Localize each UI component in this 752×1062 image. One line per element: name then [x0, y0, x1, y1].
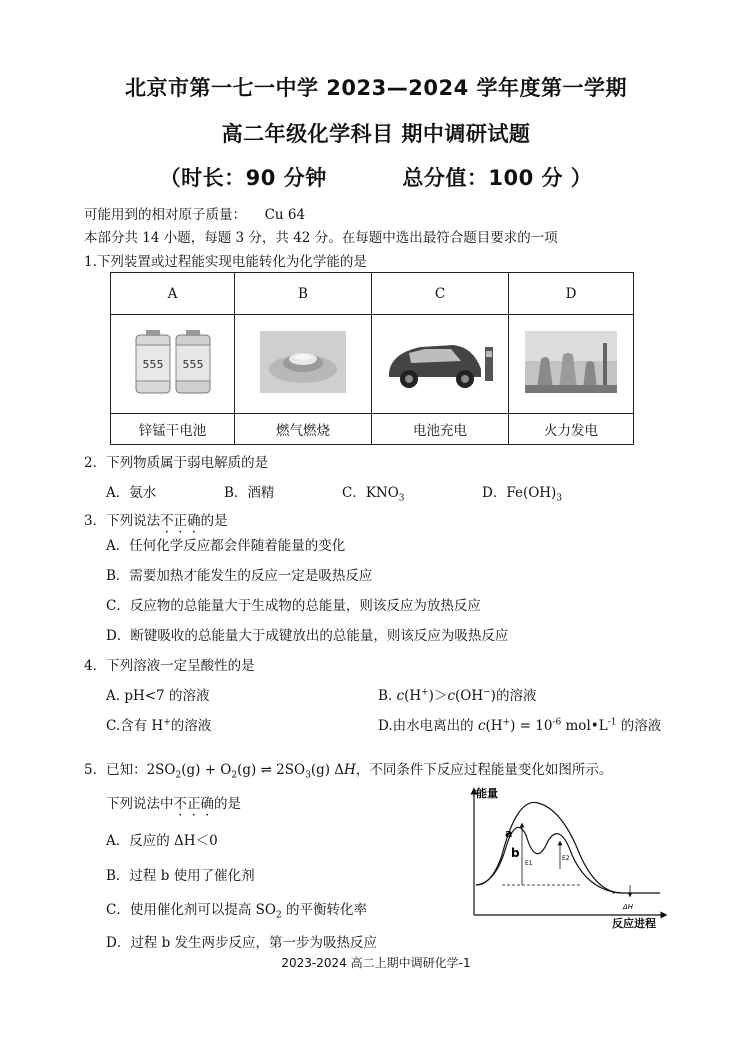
- q4-b-oh: (OH: [455, 688, 484, 704]
- q1-label-d: 火力发电: [509, 414, 634, 445]
- q4-d-plus: +: [502, 717, 511, 728]
- q4-b-h: (H: [404, 688, 422, 704]
- e1-label: E1: [525, 860, 533, 867]
- page-footer: 2023-2024 高二上期中调研化学-1: [281, 956, 471, 970]
- electric-car-image: [381, 329, 499, 395]
- q5-c-post: 的平衡转化率: [281, 902, 367, 918]
- q1-image-b: [235, 315, 372, 414]
- q5-option-c: [106, 898, 367, 921]
- q5-sub-3: 3: [305, 770, 311, 781]
- q5-sub-2: 2: [231, 770, 238, 781]
- q2-stem: 2．下列物质属于弱电解质的是: [84, 455, 269, 471]
- power-plant-image: [523, 329, 619, 395]
- q3-option-b: B．需要加热才能发生的反应一定是吸热反应: [106, 568, 373, 584]
- q3-emphasis-2: 正: [173, 513, 188, 529]
- y-axis-label: 能量: [476, 787, 498, 800]
- q1-label-c: 电池充电: [372, 414, 509, 445]
- q5-stem-4: (g) Δ: [310, 762, 345, 778]
- q2-c-sub: 3: [398, 493, 405, 504]
- q5-stem-2: (g) + O: [181, 762, 232, 778]
- q3-option-c: C．反应物的总能量大于生成物的总能量，则该反应为放热反应: [106, 598, 481, 614]
- q5-stem-5: ，不同条件下反应过程能量变化如图所示。: [355, 762, 613, 778]
- dry-battery-image: [128, 327, 218, 397]
- q5-line2-pre: 下列说法中: [106, 796, 174, 812]
- q4-d-uexp: -1: [607, 717, 617, 728]
- q3-stem: [84, 509, 228, 529]
- q4-b-post: )的溶液: [490, 688, 537, 704]
- q5-stem-3: (g) ⇌ 2SO: [237, 762, 306, 778]
- q3-stem-post: 的是: [200, 513, 228, 529]
- curve-b: [476, 827, 622, 893]
- battery-label-1: 555: [142, 358, 163, 371]
- curve-a: [476, 802, 660, 893]
- curve-b-label: b: [511, 846, 520, 860]
- duration: （时长：90 分钟: [159, 166, 327, 190]
- atomic-mass-label: 可能用到的相对原子质量：: [84, 207, 246, 223]
- q5-stem-h: H: [344, 762, 356, 778]
- q1-header-c: C: [372, 273, 509, 315]
- exam-title-line2: 高二年级化学科目 期中调研试题: [221, 122, 531, 146]
- q3-option-d: D．断键吸收的总能量大于成键放出的总能量，则该反应为吸热反应: [106, 628, 509, 644]
- q4-c-post: 的溶液: [170, 718, 212, 734]
- q4-option-b: [378, 684, 536, 704]
- q1-image-d: [509, 315, 634, 414]
- q4-d-exp: -6: [552, 717, 562, 728]
- q4-d-pre: D.由水电离出的: [378, 718, 478, 734]
- q1-header-d: D: [509, 273, 634, 315]
- q2-c-text: C．KNO: [342, 485, 399, 501]
- q4-b-mid: )＞: [428, 688, 448, 704]
- q2-option-b: B．酒精: [224, 485, 275, 501]
- q5-emphasis-2: 正: [187, 796, 201, 812]
- battery-label-2: 555: [182, 358, 203, 371]
- q4-b-c1: c: [396, 688, 405, 704]
- q1-header-b: B: [235, 273, 372, 315]
- q4-d-eq: ) = 10: [510, 718, 553, 734]
- curve-a-label: a: [505, 827, 513, 840]
- q5-c-pre: C．使用催化剂可以提高 SO: [106, 902, 276, 918]
- gas-burner-image: [258, 329, 348, 395]
- q4-b-c2: c: [447, 688, 456, 704]
- q5-stem-line2: [106, 792, 241, 812]
- q4-option-d: [378, 714, 661, 734]
- exam-title-line1: 北京市第一七一中学 2023—2024 学年度第一学期: [124, 76, 627, 100]
- q3-option-a: A．任何化学反应都会伴随着能量的变化: [106, 538, 346, 554]
- e2-label: E2: [562, 855, 570, 862]
- q1-label-b: 燃气燃烧: [235, 414, 372, 445]
- q5-c-sub: 2: [275, 910, 282, 921]
- q2-option-c: [342, 481, 405, 504]
- q5-stem: [84, 758, 612, 781]
- q1-stem: 1.下列装置或过程能实现电能转化为化学能的是: [84, 254, 367, 270]
- q1-label-a: 锌锰干电池: [111, 414, 235, 445]
- exam-meta: [0, 162, 752, 192]
- q1-header-a: A: [111, 273, 235, 315]
- q1-image-a: [111, 315, 235, 414]
- q4-d-unit: mol•L: [561, 718, 608, 734]
- q3-stem-pre: 3．下列说法: [84, 513, 161, 529]
- q4-d-post: 的溶液: [616, 718, 662, 734]
- q4-option-a: A. pH<7 的溶液: [106, 688, 210, 704]
- q4-b-minus: −: [483, 687, 491, 698]
- q5-option-a: A．反应的 ΔH＜0: [106, 833, 218, 849]
- x-axis-label: 反应进程: [612, 917, 656, 930]
- q2-option-d: [482, 481, 562, 504]
- energy-diagram: [462, 785, 672, 930]
- q4-b-pre: B.: [378, 688, 397, 704]
- q5-line2-post: 的是: [214, 796, 241, 812]
- q5-emphasis-1: 不: [173, 796, 187, 812]
- q4-c-plus: +: [163, 717, 171, 728]
- atomic-mass-cu: Cu 64: [264, 207, 306, 223]
- q4-option-c: [106, 714, 211, 734]
- q4-c-pre: C.含有 H: [106, 718, 164, 734]
- q5-sub-1: 2: [175, 770, 182, 781]
- q2-d-text: D．Fe(OH): [482, 485, 557, 501]
- q2-option-a: A．氨水: [106, 485, 157, 501]
- q3-emphasis-3: 确: [187, 513, 201, 529]
- dh-label: ΔH: [623, 903, 634, 911]
- q5-option-b: B．过程 b 使用了催化剂: [106, 868, 255, 884]
- q4-d-h: (H: [485, 718, 503, 734]
- q4-stem: 4．下列溶液一定呈酸性的是: [84, 658, 255, 674]
- q1-table: [110, 272, 634, 445]
- q1-image-c: [372, 315, 509, 414]
- q4-d-c: c: [477, 718, 486, 734]
- total-score: 总分值：100 分 ）: [402, 166, 593, 190]
- instructions: 本部分共 14 小题，每题 3 分，共 42 分。在每题中选出最符合题目要求的一项: [84, 230, 558, 246]
- q5-stem-pre: 5．已知：2SO: [84, 762, 176, 778]
- q4-b-plus: +: [421, 687, 429, 698]
- atomic-mass-line: [84, 203, 305, 223]
- q2-d-sub: 3: [556, 493, 563, 504]
- q5-emphasis-3: 确: [200, 796, 214, 812]
- q5-option-d: D．过程 b 发生两步反应，第一步为吸热反应: [106, 935, 378, 951]
- q3-emphasis-1: 不: [160, 513, 174, 529]
